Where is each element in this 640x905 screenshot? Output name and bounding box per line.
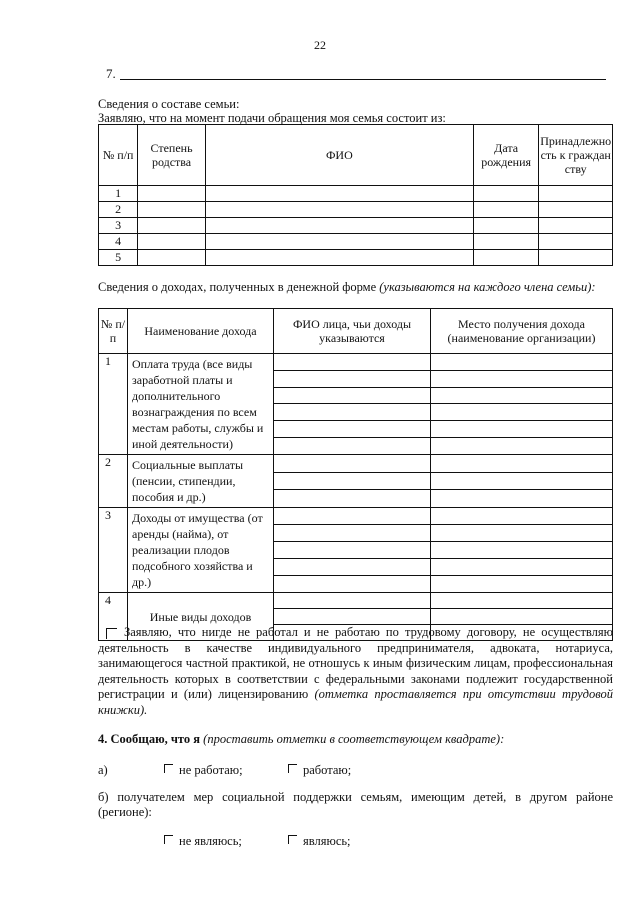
item-7-label: 7. <box>106 66 116 81</box>
table-row <box>99 234 613 250</box>
cell-income-place[interactable] <box>431 370 613 387</box>
row-number: 4 <box>99 234 138 250</box>
row-number: 2 <box>99 202 138 218</box>
col-income-place: Место получения дохода (наименование организации) <box>431 309 613 354</box>
cell-citizenship[interactable] <box>539 202 613 218</box>
declaration <box>98 625 613 719</box>
cell-person-fio[interactable] <box>274 559 431 576</box>
family-table <box>98 124 613 266</box>
option-not-recipient[interactable] <box>164 834 242 849</box>
cell-income-place[interactable] <box>431 576 613 593</box>
row-number: 3 <box>99 508 128 593</box>
option-working[interactable] <box>288 763 351 778</box>
col-number: № п/п <box>99 309 128 354</box>
income-type-name: Иные виды доходов <box>128 593 274 641</box>
cell-citizenship[interactable] <box>539 234 613 250</box>
cell-relation[interactable] <box>138 186 206 202</box>
col-number: № п/п <box>99 125 138 186</box>
row-number: 1 <box>99 354 128 455</box>
cell-birthdate[interactable] <box>473 186 539 202</box>
table-row <box>99 354 613 371</box>
cell-fio[interactable] <box>205 186 473 202</box>
income-type-name: Социальные выплаты (пенсии, стипендии, пособия и др.) <box>128 455 274 508</box>
cell-person-fio[interactable] <box>274 354 431 371</box>
income-intro <box>98 280 613 295</box>
income-intro-text: Сведения о доходах, полученных в денежной форме <box>98 280 377 294</box>
cell-person-fio[interactable] <box>274 542 431 559</box>
checkbox-icon[interactable] <box>288 835 297 844</box>
cell-relation[interactable] <box>138 250 206 266</box>
table-row <box>99 593 613 609</box>
table-row <box>99 186 613 202</box>
cell-income-place[interactable] <box>431 354 613 371</box>
cell-income-place[interactable] <box>431 472 613 490</box>
checkbox-icon[interactable] <box>164 764 173 773</box>
option-not-working[interactable] <box>164 763 243 778</box>
item-7 <box>106 66 116 82</box>
cell-person-fio[interactable] <box>274 455 431 473</box>
family-heading: Сведения о составе семьи: <box>98 97 240 111</box>
row-number: 1 <box>99 186 138 202</box>
cell-person-fio[interactable] <box>274 576 431 593</box>
cell-income-place[interactable] <box>431 490 613 508</box>
cell-person-fio[interactable] <box>274 404 431 421</box>
cell-fio[interactable] <box>205 218 473 234</box>
checkbox-icon[interactable] <box>164 835 173 844</box>
checkbox-icon[interactable] <box>288 764 297 773</box>
declaration-note: (отметка проставляется при отсутствии трудовой книжки). <box>98 687 614 717</box>
cell-fio[interactable] <box>205 234 473 250</box>
section-4-note: (проставить отметки в соответствующем квадрате): <box>203 732 505 746</box>
option-recipient[interactable] <box>288 834 351 849</box>
option-not-recipient-label: не являюсь; <box>179 834 242 848</box>
cell-income-place[interactable] <box>431 438 613 455</box>
option-recipient-label: являюсь; <box>303 834 351 848</box>
family-intro: Заявляю, что на момент подачи обращения моя семья состоит из: <box>98 111 446 125</box>
cell-income-place[interactable] <box>431 455 613 473</box>
income-type-name: Доходы от имущества (от аренды (найма), от реализации плодов подсобного хозяйства и др.) <box>128 508 274 593</box>
cell-income-place[interactable] <box>431 609 613 625</box>
cell-birthdate[interactable] <box>473 234 539 250</box>
family-table-header <box>99 125 613 186</box>
cell-person-fio[interactable] <box>274 472 431 490</box>
option-a-label: а) <box>98 763 108 777</box>
cell-person-fio[interactable] <box>274 593 431 609</box>
section-4-title: 4. Сообщаю, что я <box>98 732 201 746</box>
col-citizenship: Принадлежность к гражданству <box>539 125 613 186</box>
cell-person-fio[interactable] <box>274 609 431 625</box>
table-row <box>99 202 613 218</box>
row-number: 5 <box>99 250 138 266</box>
cell-person-fio[interactable] <box>274 490 431 508</box>
page-number: 22 <box>314 38 326 52</box>
cell-person-fio[interactable] <box>274 525 431 542</box>
cell-income-place[interactable] <box>431 508 613 525</box>
cell-relation[interactable] <box>138 234 206 250</box>
col-person-fio: ФИО лица, чьи доходы указываются <box>274 309 431 354</box>
table-row <box>99 250 613 266</box>
income-rows <box>99 354 613 641</box>
cell-fio[interactable] <box>205 250 473 266</box>
option-working-label: работаю; <box>303 763 352 777</box>
cell-fio[interactable] <box>205 202 473 218</box>
col-fio: ФИО <box>205 125 473 186</box>
cell-relation[interactable] <box>138 218 206 234</box>
cell-income-place[interactable] <box>431 542 613 559</box>
cell-birthdate[interactable] <box>473 202 539 218</box>
cell-person-fio[interactable] <box>274 370 431 387</box>
cell-income-place[interactable] <box>431 559 613 576</box>
declaration-text: Заявляю, что нигде не работал и не работаю по трудовому договору, не осуществляю деятельность в качестве индивидуального предпринимателя, адвоката, нотариуса, занимающегося частной практикой, не отношусь к иным физическим лицам, профессиональная деятельность которых в соответствии с федеральными законами подлежит государственной регистрации и (или) лицензированию <box>98 625 613 702</box>
row-number: 3 <box>99 218 138 234</box>
income-table-header <box>99 309 613 354</box>
table-row <box>99 455 613 473</box>
col-relation: Степень родства <box>138 125 206 186</box>
table-row <box>99 218 613 234</box>
cell-person-fio[interactable] <box>274 387 431 404</box>
cell-income-place[interactable] <box>431 404 613 421</box>
section-4 <box>98 732 613 747</box>
cell-income-place[interactable] <box>431 525 613 542</box>
cell-person-fio[interactable] <box>274 438 431 455</box>
cell-income-place[interactable] <box>431 593 613 609</box>
cell-income-place[interactable] <box>431 387 613 404</box>
cell-relation[interactable] <box>138 202 206 218</box>
cell-person-fio[interactable] <box>274 508 431 525</box>
cell-citizenship[interactable] <box>539 186 613 202</box>
cell-income-place[interactable] <box>431 421 613 438</box>
cell-birthdate[interactable] <box>473 218 539 234</box>
cell-citizenship[interactable] <box>539 250 613 266</box>
cell-citizenship[interactable] <box>539 218 613 234</box>
income-type-name: Оплата труда (все виды заработной платы и дополнительного вознаграждения по всем местам работы, службы и иной деятельности) <box>128 354 274 455</box>
cell-birthdate[interactable] <box>473 250 539 266</box>
item-7-blank-line[interactable] <box>120 79 606 80</box>
col-income-name: Наименование дохода <box>128 309 274 354</box>
cell-person-fio[interactable] <box>274 421 431 438</box>
income-table <box>98 308 613 641</box>
table-row <box>99 508 613 525</box>
income-intro-note: (указываются на каждого члена семьи): <box>379 280 596 294</box>
option-b-text: б) получателем мер социальной поддержки семьям, имеющим детей, в другом районе (регионе): <box>98 790 613 819</box>
row-number: 4 <box>99 593 128 641</box>
col-birthdate: Дата рождения <box>473 125 539 186</box>
option-not-working-label: не работаю; <box>179 763 243 777</box>
row-number: 2 <box>99 455 128 508</box>
